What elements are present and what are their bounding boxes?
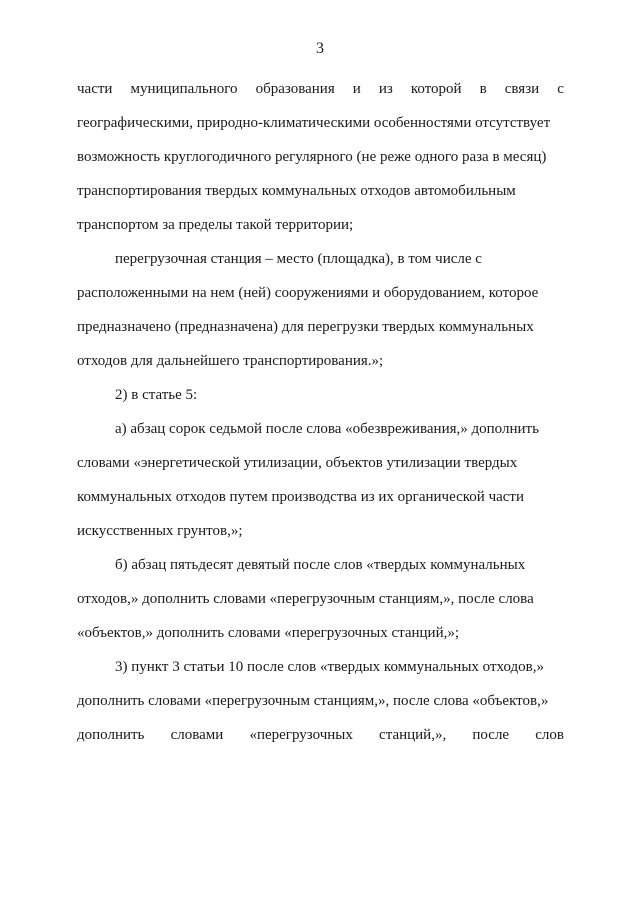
text-line: возможность круглогодичного регулярного (не реже одного раза в месяц) <box>77 149 547 165</box>
text-line: дополнить словами «перегрузочным станциям,», после слова «объектов,» <box>77 693 549 709</box>
text-line <box>77 724 564 758</box>
word: которой <box>410 81 462 97</box>
text-line <box>77 78 564 112</box>
word: слов <box>535 727 564 743</box>
text-line: искусственных грунтов,»; <box>77 523 243 539</box>
word: с <box>557 81 564 97</box>
text-line: транспортом за пределы такой территории; <box>77 217 354 233</box>
page-number: 3 <box>316 40 324 57</box>
paragraph-first-line: 3) пункт 3 статьи 10 после слов «твердых коммунальных отходов,» <box>115 659 544 675</box>
word: после <box>472 727 510 743</box>
word: станций,», <box>379 727 447 743</box>
paragraph-first-line: перегрузочная станция – место (площадка), в том числе с <box>115 251 482 267</box>
text-line: предназначено (предназначена) для перегрузки твердых коммунальных <box>77 319 534 335</box>
word: «перегрузочных <box>249 727 353 743</box>
word: дополнить <box>77 727 145 743</box>
paragraph-first-line: б) абзац пятьдесят девятый после слов «твердых коммунальных <box>115 557 526 573</box>
text-line: коммунальных отходов путем производства из их органической части <box>77 489 525 505</box>
word: и <box>352 81 361 97</box>
word: словами <box>170 727 224 743</box>
text-line: словами «энергетической утилизации, объектов утилизации твердых <box>77 455 518 471</box>
text-line: отходов,» дополнить словами «перегрузочным станциям,», после слова <box>77 591 534 607</box>
body-text <box>77 78 564 758</box>
word: части <box>77 81 113 97</box>
paragraph-first-line: 2) в статье 5: <box>115 387 198 403</box>
word: связи <box>504 81 540 97</box>
word: муниципального <box>130 81 238 97</box>
text-line: транспортирования твердых коммунальных отходов автомобильным <box>77 183 516 199</box>
word: в <box>479 81 487 97</box>
word: из <box>378 81 393 97</box>
text-line: «объектов,» дополнить словами «перегрузочных станций,»; <box>77 625 460 641</box>
text-line: расположенными на нем (ней) сооружениями и оборудованием, которое <box>77 285 539 301</box>
paragraph-first-line: а) абзац сорок седьмой после слова «обезвреживания,» дополнить <box>115 421 539 437</box>
text-line: географическими, природно-климатическими особенностями отсутствует <box>77 115 551 131</box>
word: образования <box>255 81 335 97</box>
text-line: отходов для дальнейшего транспортирования.»; <box>77 353 384 369</box>
